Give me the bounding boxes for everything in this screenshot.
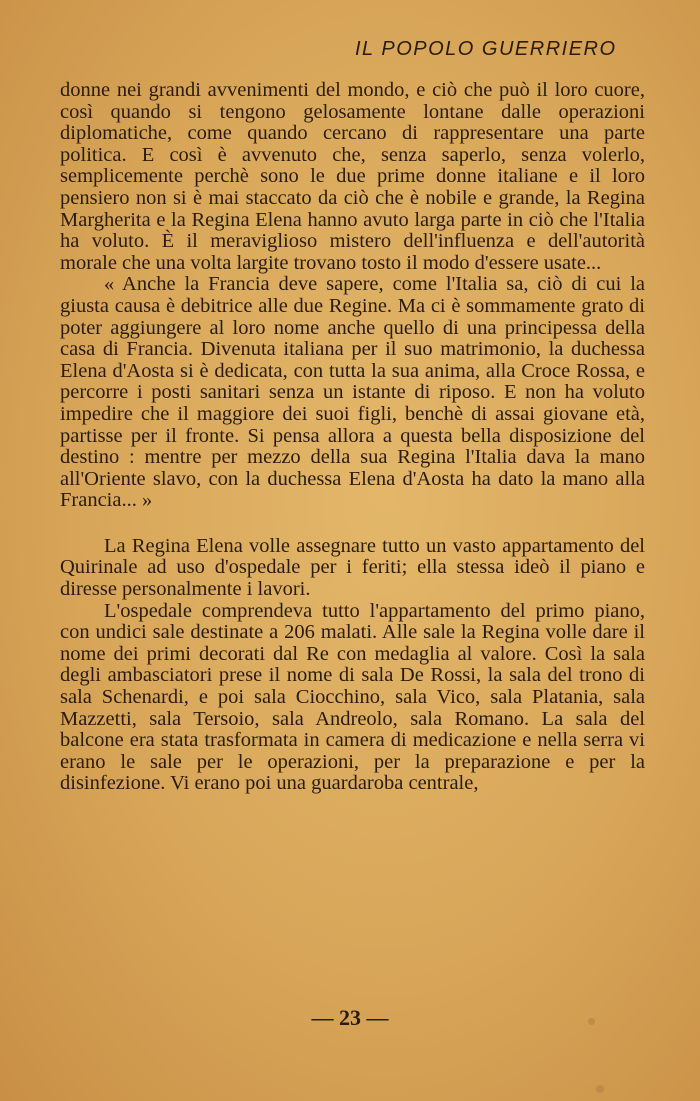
page-number: — 23 — [311,1005,389,1030]
body-text [60,80,645,795]
paragraph: L'ospedale comprendeva tutto l'appartamento del primo piano, con undici sale destinate a 206 malati. Alle sale la Regina volle dare il nome dei primi decorati dal Re con medaglia al valore. Così la sala degli ambasciatori prese il nome di sala De Rossi, la sala del trono di sala Schenardi, e poi sala Ciocchino, sala Vico, sala Platania, sala Mazzetti, sala Tersoio, sala Andreolo, sala Romano. La sala del balcone era stata trasformata in camera di medicazione e nella serra vi erano le sale per le operazioni, per la preparazione e per la disinfezione. Vi erano poi una guardaroba centrale, [60,599,645,795]
paragraph: La Regina Elena volle assegnare tutto un vasto appartamento del Quirinale ad uso d'ospedale per i feriti; ella stessa ideò il piano e diresse personalmente i lavori. [60,534,645,601]
paper-stain [596,1085,604,1093]
paragraph: donne nei grandi avvenimenti del mondo, e ciò che può il loro cuore, così quando si tengono gelosamente lontane dalle operazioni diplomatiche, come quando cercano di rappresentare una parte politica. E così è avvenuto che, senza saperlo, senza volerlo, semplicemente perchè sono le due prime donne italiane e il loro pensiero non si è mai staccato da ciò che è nobile e grande, la Regina Margherita e la Regina Elena hanno avuto larga parte in ciò che l'Italia ha voluto. È il meraviglioso mistero dell'influenza e dell'autorità morale che una volta largite trovano tosto il modo d'essere usate... [60,79,645,274]
paragraph: « Anche la Francia deve sapere, come l'Italia sa, ciò di cui la giusta causa è debitrice alle due Regine. Ma ci è sommamente grato di poter aggiungere al loro nome anche quello di una principessa della casa di Francia. Divenuta italiana per il suo matrimonio, la duchessa Elena d'Aosta si è dedicata, con tutta la sua anima, alla Croce Rossa, e percorre i posti sanitari senza un istante di riposo. E non ha voluto impedire che il maggiore dei suoi figli, benchè di assai giovane età, partisse per il fronte. Si pensa allora a questa bella disposizione del destino : mentre per mezzo della sua Regina l'Italia dava la mano all'Oriente slavo, con la duchessa Elena d'Aosta ha dato la mano alla Francia... » [60,273,645,512]
running-head: IL POPOLO GUERRIERO [355,38,617,60]
